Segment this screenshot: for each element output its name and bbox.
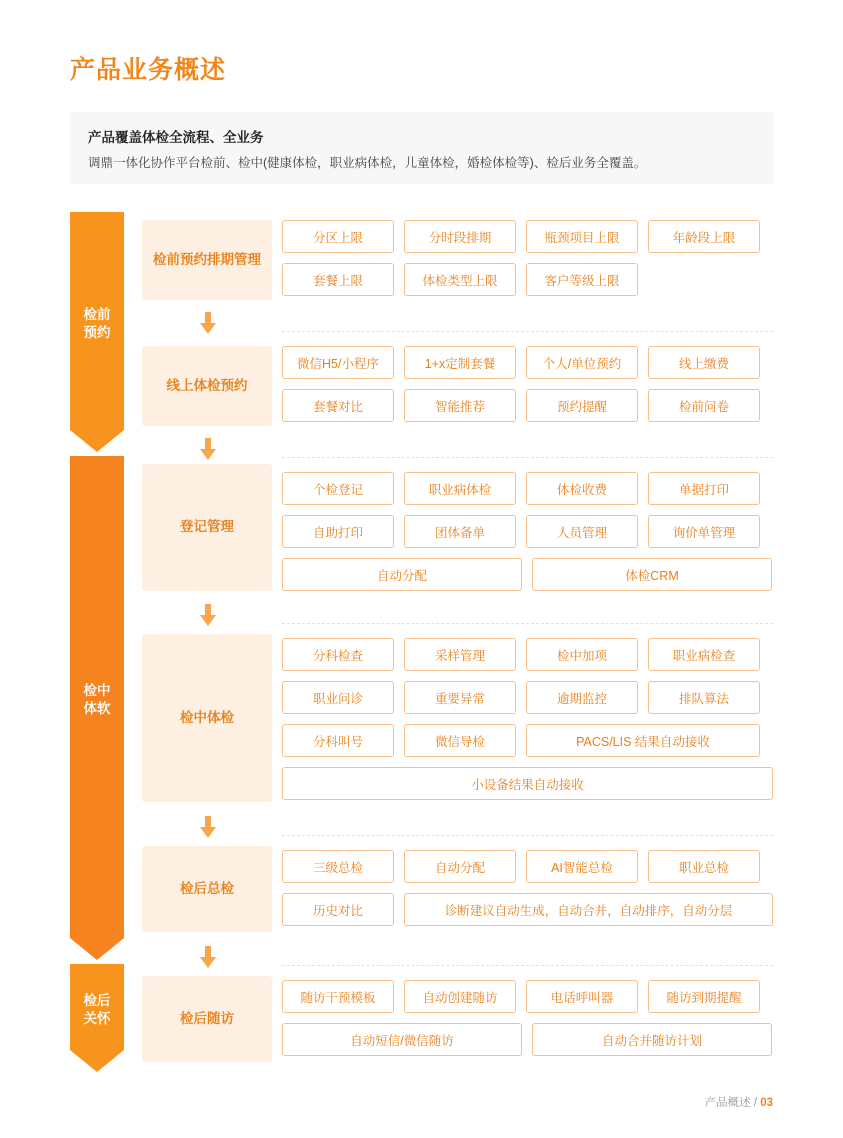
feature-row (282, 389, 773, 422)
feature-group-online-booking (282, 346, 773, 432)
phase-label-line2: 预约 (83, 325, 111, 340)
feature-row (282, 980, 773, 1013)
feature-chip[interactable]: 三级总检 (282, 850, 394, 883)
feature-chip[interactable]: 随访干预模板 (282, 980, 394, 1013)
feature-row (282, 850, 773, 883)
phase-label-line1: 检中 (83, 682, 111, 698)
feature-row (282, 638, 773, 671)
feature-chip[interactable]: 自动合并随访计划 (532, 1023, 772, 1056)
feature-chip[interactable]: 职业问诊 (282, 681, 394, 714)
module-label: 线上体检预约 (166, 377, 248, 393)
section-divider (282, 457, 773, 458)
feature-chip[interactable]: 诊断建议自动生成，自动合并，自动排序，自动分层 (404, 893, 773, 926)
feature-row (282, 346, 773, 379)
module-label: 登记管理 (180, 519, 234, 535)
phase-post-exam (70, 964, 124, 1072)
feature-chip[interactable]: 单据打印 (648, 472, 760, 505)
feature-row (282, 1023, 773, 1056)
feature-chip[interactable]: 职业总检 (648, 850, 760, 883)
feature-chip[interactable]: 自助打印 (282, 515, 394, 548)
feature-chip[interactable]: AI智能总检 (526, 850, 638, 883)
feature-chip[interactable]: 自动短信/微信随访 (282, 1023, 522, 1056)
feature-chip[interactable]: 电话呼叫器 (526, 980, 638, 1013)
feature-chip[interactable]: 随访到期提醒 (648, 980, 760, 1013)
feature-chip[interactable]: 自动分配 (404, 850, 516, 883)
intro-subtitle: 调鼎一体化协作平台检前、检中(健康体检，职业病体检，儿童体检，婚检体检等)、检后业务全覆盖。 (88, 156, 647, 170)
feature-chip[interactable]: 套餐上限 (282, 263, 394, 296)
feature-group-during-exam (282, 638, 773, 810)
footer-separator: / (753, 1097, 761, 1109)
feature-chip[interactable]: 分时段排期 (404, 220, 516, 253)
feature-row (282, 724, 773, 757)
feature-row (282, 472, 773, 505)
feature-row (282, 220, 773, 253)
section-divider (282, 623, 773, 624)
feature-group-followup (282, 980, 773, 1066)
feature-chip[interactable]: 1+x定制套餐 (404, 346, 516, 379)
module-followup[interactable] (142, 976, 272, 1062)
flow-arrow-down (200, 604, 216, 626)
footer-label: 产品概述 (704, 1097, 751, 1109)
feature-chip[interactable]: 团体备单 (404, 515, 516, 548)
feature-row (282, 681, 773, 714)
feature-chip[interactable]: 套餐对比 (282, 389, 394, 422)
module-registration[interactable] (142, 464, 272, 591)
feature-chip[interactable]: 排队算法 (648, 681, 760, 714)
feature-chip[interactable]: 历史对比 (282, 893, 394, 926)
page-footer (705, 1094, 773, 1110)
feature-chip[interactable]: 体检CRM (532, 558, 772, 591)
section-divider (282, 331, 773, 332)
intro-box (70, 112, 773, 184)
feature-chip[interactable]: 瓶颈项目上限 (526, 220, 638, 253)
phase-pre-exam (70, 212, 124, 452)
feature-chip[interactable]: 线上缴费 (648, 346, 760, 379)
feature-chip[interactable]: 智能推荐 (404, 389, 516, 422)
phase-during-exam (70, 456, 124, 960)
module-pre-exam-scheduling[interactable] (142, 220, 272, 300)
phase-label-line2: 关怀 (83, 1011, 111, 1026)
feature-chip[interactable]: 询价单管理 (648, 515, 760, 548)
feature-chip[interactable]: 客户等级上限 (526, 263, 638, 296)
page-title: 产品业务概述 (70, 56, 227, 84)
feature-chip[interactable]: 体检类型上限 (404, 263, 516, 296)
feature-chip[interactable]: 检前问卷 (648, 389, 760, 422)
feature-group-final-review (282, 850, 773, 936)
feature-chip[interactable]: 个检登记 (282, 472, 394, 505)
module-during-exam[interactable] (142, 634, 272, 802)
feature-chip[interactable]: 小设备结果自动接收 (282, 767, 773, 800)
intro-title: 产品覆盖体检全流程、全业务 (88, 130, 264, 145)
feature-chip[interactable]: 检中加项 (526, 638, 638, 671)
flow-arrow-down (200, 312, 216, 334)
flow-arrow-down (200, 816, 216, 838)
feature-chip[interactable]: 采样管理 (404, 638, 516, 671)
feature-chip[interactable]: 微信H5/小程序 (282, 346, 394, 379)
module-label: 检前预约排期管理 (153, 251, 261, 267)
feature-chip[interactable]: 职业病检查 (648, 638, 760, 671)
feature-chip[interactable]: 微信导检 (404, 724, 516, 757)
feature-chip[interactable]: 年龄段上限 (648, 220, 760, 253)
footer-page-number: 03 (760, 1097, 773, 1109)
feature-row (282, 263, 773, 296)
feature-chip[interactable]: 自动分配 (282, 558, 522, 591)
feature-row (282, 558, 773, 591)
feature-chip[interactable]: PACS/LIS 结果自动接收 (526, 724, 760, 757)
flow-arrow-down (200, 438, 216, 460)
flow-arrow-down (200, 946, 216, 968)
feature-chip[interactable]: 逾期监控 (526, 681, 638, 714)
feature-chip[interactable]: 人员管理 (526, 515, 638, 548)
feature-row (282, 767, 773, 800)
section-divider (282, 835, 773, 836)
feature-group-registration (282, 472, 773, 601)
feature-chip[interactable]: 体检收费 (526, 472, 638, 505)
section-divider (282, 965, 773, 966)
phase-label-line1: 检前 (83, 306, 111, 322)
feature-chip[interactable]: 自动创建随访 (404, 980, 516, 1013)
feature-group-pre-exam-scheduling (282, 220, 773, 306)
feature-chip[interactable]: 分科叫号 (282, 724, 394, 757)
module-label: 检后总检 (180, 880, 234, 896)
module-label: 检中体检 (180, 709, 234, 725)
feature-chip[interactable]: 重要异常 (404, 681, 516, 714)
module-final-review[interactable] (142, 846, 272, 932)
phase-label-line1: 检后 (83, 992, 111, 1008)
feature-chip[interactable]: 分区上限 (282, 220, 394, 253)
feature-chip[interactable]: 预约提醒 (526, 389, 638, 422)
feature-chip[interactable]: 分科检查 (282, 638, 394, 671)
feature-chip[interactable]: 个人/单位预约 (526, 346, 638, 379)
feature-row (282, 893, 773, 926)
feature-chip[interactable]: 职业病体检 (404, 472, 516, 505)
module-online-booking[interactable] (142, 346, 272, 426)
module-label: 检后随访 (180, 1010, 234, 1026)
feature-row (282, 515, 773, 548)
phase-label-line2: 体软 (83, 701, 111, 716)
